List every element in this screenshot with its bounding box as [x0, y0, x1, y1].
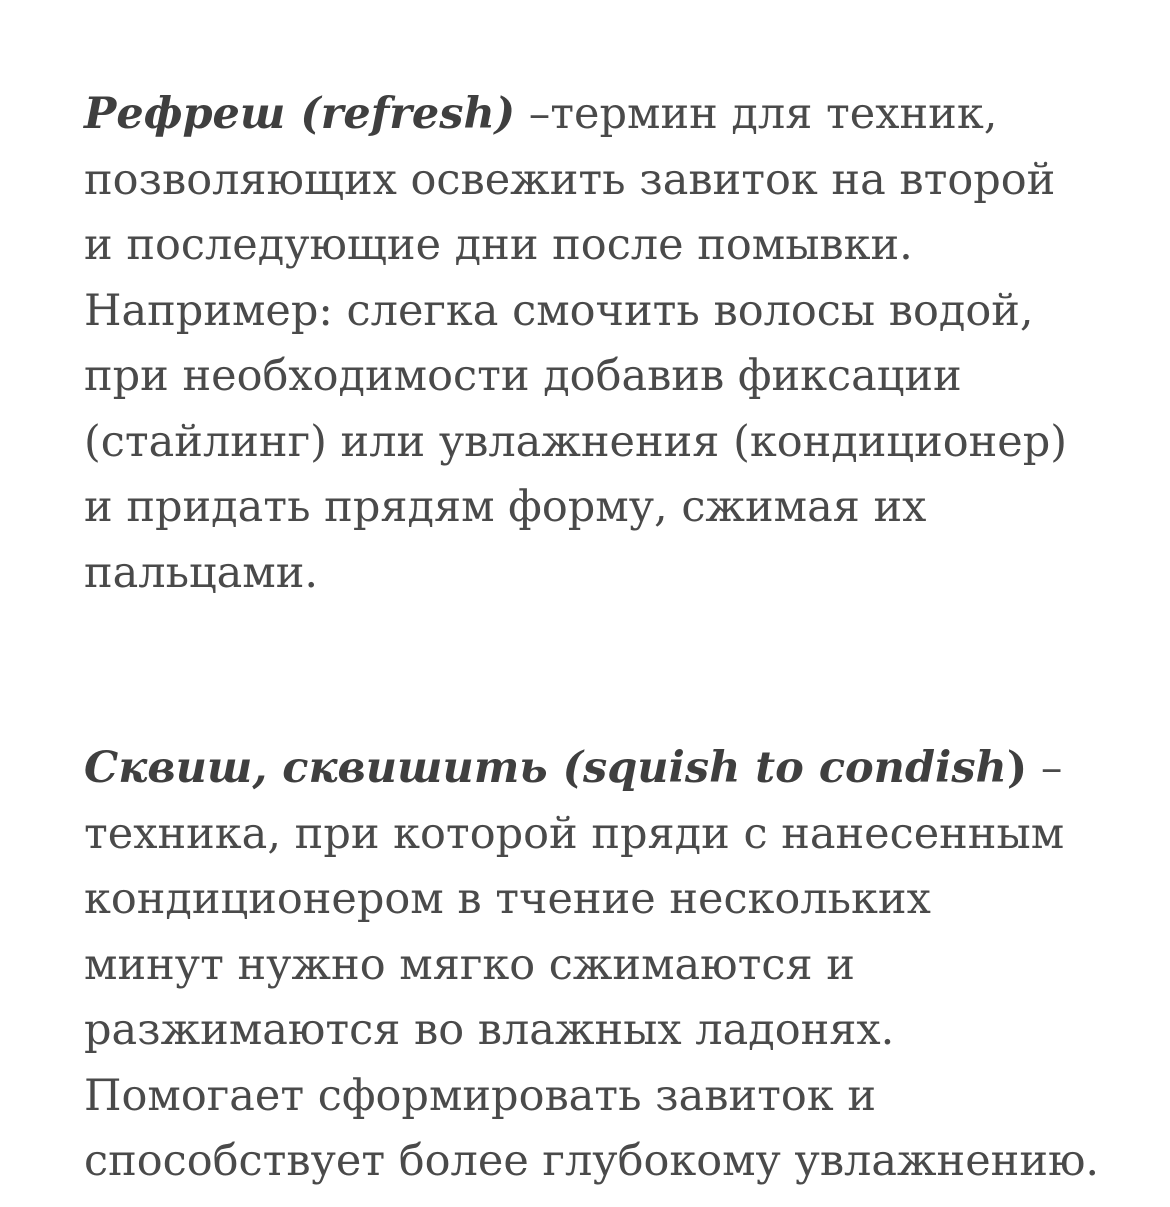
- term-title: Сквиш, сквишить (squish to condish: [84, 743, 1007, 793]
- text-line: разжимаются во влажных ладонях.: [84, 1005, 895, 1055]
- term-squish: [84, 736, 1124, 1195]
- text-line: Например: слегка смочить волосы водой,: [84, 285, 1034, 336]
- text-line: техника, при которой пряди с нанесенным: [84, 808, 1065, 859]
- term-refresh: [84, 82, 1124, 606]
- text-line: минут нужно мягко сжимаются и: [84, 939, 855, 990]
- text-line: пальцами.: [84, 547, 319, 598]
- text-line: способствует более глубокому увлажнению.: [84, 1136, 1100, 1186]
- term-title-close: ): [1006, 743, 1028, 793]
- text-line: и придать прядям форму, сжимая их: [84, 482, 927, 532]
- term-title: Рефреш (refresh): [84, 89, 516, 139]
- text-line: при необходимости добавив фиксации: [84, 351, 962, 401]
- term-heading-line: [84, 82, 1124, 148]
- term-heading-line: [84, 736, 1124, 802]
- text-line: и последующие дни после помывки.: [84, 220, 913, 270]
- term-lead-in: –: [1027, 743, 1063, 793]
- article-body: [84, 82, 1124, 1195]
- text-line: Помогает сформировать завиток и: [84, 1070, 877, 1121]
- text-line: позволяющих освежить завиток на второй: [84, 154, 1056, 205]
- text-line: кондиционером в тчение нескольких: [84, 874, 931, 924]
- term-lead-in: –термин для техник,: [515, 89, 998, 139]
- text-line: (стайлинг) или увлажнения (кондиционер): [84, 416, 1068, 467]
